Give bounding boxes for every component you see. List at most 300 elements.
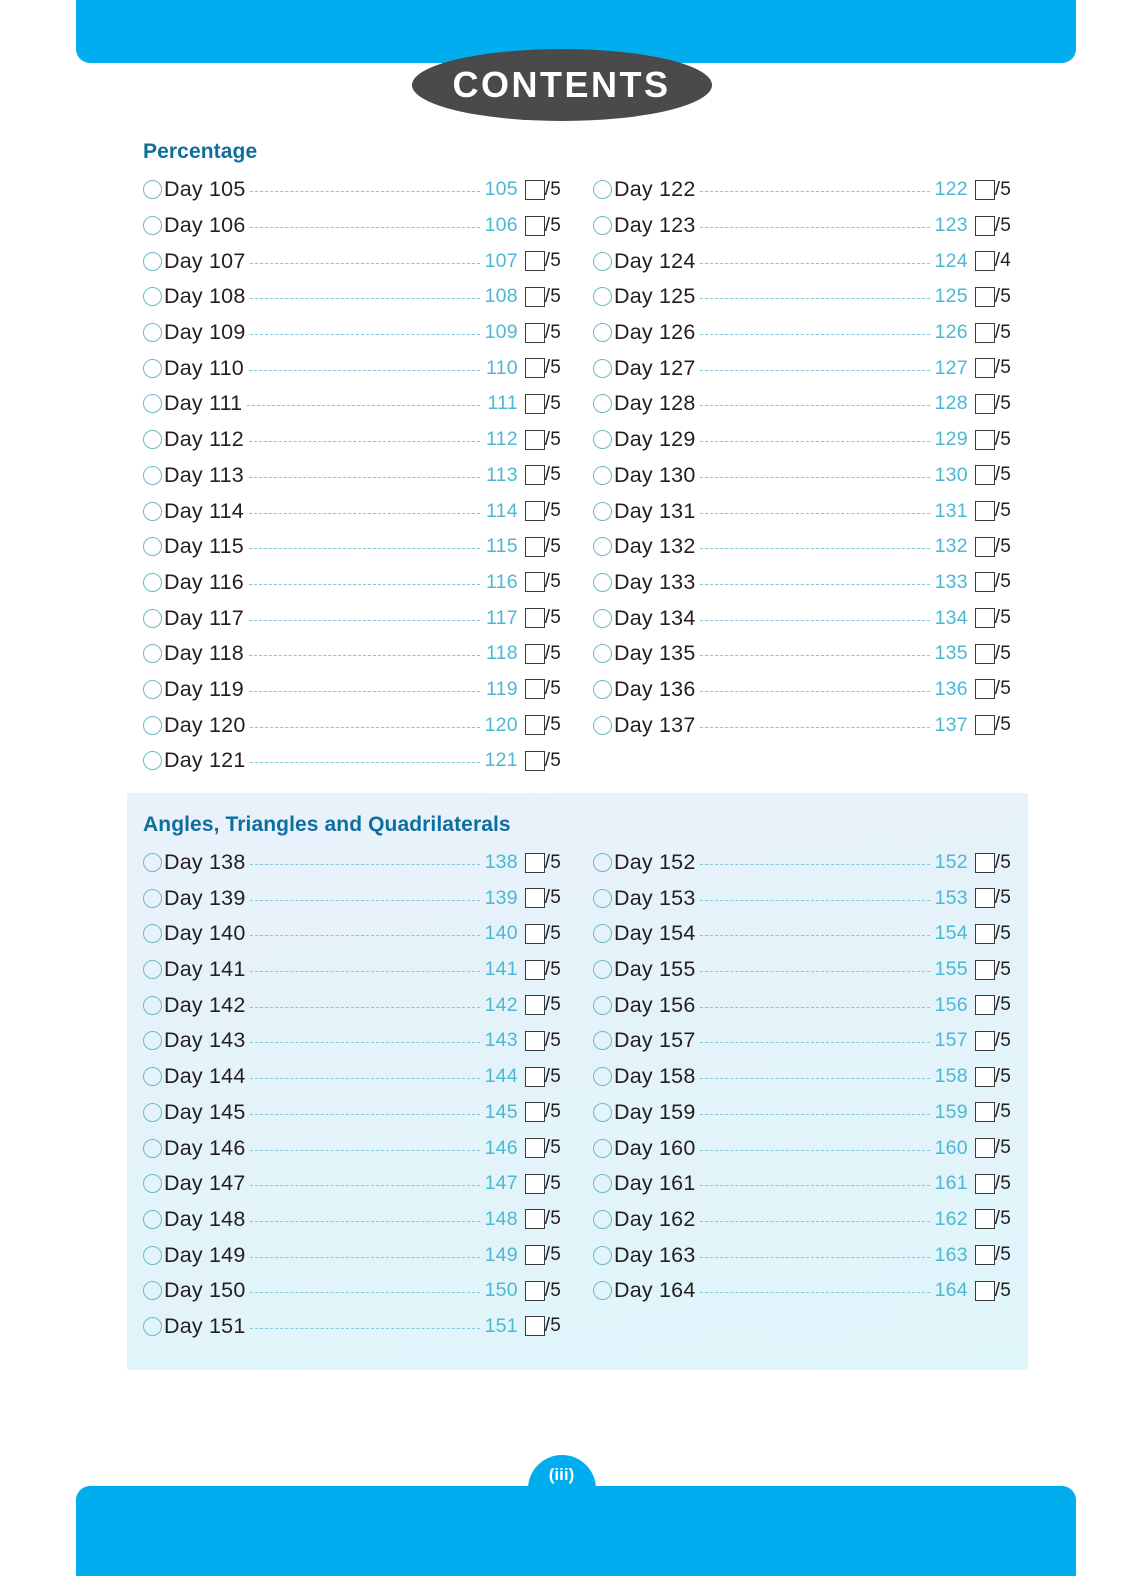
score-checkbox[interactable] — [975, 853, 995, 873]
score-field[interactable] — [525, 959, 561, 981]
score-total: /5 — [994, 887, 1011, 909]
completion-circle-checkbox[interactable] — [143, 680, 162, 699]
score-checkbox[interactable] — [525, 960, 545, 980]
score-checkbox[interactable] — [525, 430, 545, 450]
contents-entry-row[interactable] — [593, 916, 1011, 952]
score-checkbox[interactable] — [975, 715, 995, 735]
contents-entry-row[interactable] — [143, 279, 561, 315]
completion-circle-checkbox[interactable] — [593, 996, 612, 1015]
score-field[interactable] — [525, 286, 561, 308]
contents-entry-row[interactable] — [143, 600, 561, 636]
contents-entry-row[interactable] — [593, 279, 1011, 315]
score-field[interactable] — [525, 179, 561, 201]
score-checkbox[interactable] — [525, 751, 545, 771]
completion-circle-checkbox[interactable] — [143, 1103, 162, 1122]
score-field[interactable] — [525, 678, 561, 700]
score-field[interactable] — [975, 1030, 1011, 1052]
completion-circle-checkbox[interactable] — [143, 1281, 162, 1300]
score-checkbox[interactable] — [525, 1031, 545, 1051]
score-checkbox[interactable] — [525, 465, 545, 485]
score-checkbox[interactable] — [975, 608, 995, 628]
completion-circle-checkbox[interactable] — [593, 466, 612, 485]
score-field[interactable] — [525, 1066, 561, 1088]
score-checkbox[interactable] — [975, 1174, 995, 1194]
score-checkbox[interactable] — [525, 180, 545, 200]
dotted-leader — [700, 369, 929, 371]
contents-entry-row[interactable] — [143, 1202, 561, 1238]
dotted-leader — [700, 1041, 929, 1043]
score-field[interactable] — [975, 714, 1011, 736]
day-label: Day 141 — [164, 957, 246, 982]
page-number: 160 — [934, 1136, 968, 1159]
completion-circle-checkbox[interactable] — [143, 853, 162, 872]
completion-circle-checkbox[interactable] — [143, 1139, 162, 1158]
contents-entry-row[interactable] — [593, 493, 1011, 529]
completion-circle-checkbox[interactable] — [143, 1031, 162, 1050]
score-field[interactable] — [525, 1173, 561, 1195]
contents-entry-row[interactable] — [143, 458, 561, 494]
score-total: /5 — [544, 535, 561, 557]
score-field[interactable] — [975, 1244, 1011, 1266]
completion-circle-checkbox[interactable] — [143, 1210, 162, 1229]
completion-circle-checkbox[interactable] — [593, 323, 612, 342]
contents-entry-row[interactable] — [593, 386, 1011, 422]
score-field[interactable] — [975, 1173, 1011, 1195]
score-field[interactable] — [525, 393, 561, 415]
contents-entry-row[interactable] — [143, 1059, 561, 1095]
score-checkbox[interactable] — [525, 1174, 545, 1194]
completion-circle-checkbox[interactable] — [593, 394, 612, 413]
score-total: /5 — [994, 214, 1011, 236]
day-label: Day 147 — [164, 1171, 246, 1196]
score-field[interactable] — [525, 1208, 561, 1230]
score-checkbox[interactable] — [975, 216, 995, 236]
score-checkbox[interactable] — [975, 465, 995, 485]
dotted-leader — [250, 333, 479, 335]
contents-entry-row[interactable] — [143, 987, 561, 1023]
score-field[interactable] — [975, 1066, 1011, 1088]
score-field[interactable] — [975, 1280, 1011, 1302]
score-checkbox[interactable] — [525, 323, 545, 343]
page-number: 128 — [934, 392, 968, 415]
contents-entry-row[interactable] — [593, 243, 1011, 279]
score-field[interactable] — [525, 536, 561, 558]
dotted-leader — [250, 1256, 479, 1258]
score-total: /5 — [994, 535, 1011, 557]
day-label: Day 133 — [614, 569, 696, 594]
score-total: /5 — [544, 607, 561, 629]
score-checkbox[interactable] — [975, 1067, 995, 1087]
day-label: Day 122 — [614, 177, 696, 202]
score-checkbox[interactable] — [975, 501, 995, 521]
contents-column — [127, 845, 577, 1345]
day-label: Day 153 — [614, 885, 696, 910]
score-field[interactable] — [525, 215, 561, 237]
contents-entry-row[interactable] — [593, 1095, 1011, 1131]
contents-entry-row[interactable] — [593, 1166, 1011, 1202]
page-number: 127 — [934, 356, 968, 379]
score-field[interactable] — [975, 643, 1011, 665]
score-total: /5 — [994, 851, 1011, 873]
score-field[interactable] — [975, 429, 1011, 451]
page-number: 149 — [484, 1243, 518, 1266]
page-number: 162 — [934, 1207, 968, 1230]
score-field[interactable] — [975, 357, 1011, 379]
score-field[interactable] — [525, 1137, 561, 1159]
completion-circle-checkbox[interactable] — [593, 644, 612, 663]
score-checkbox[interactable] — [525, 1067, 545, 1087]
completion-circle-checkbox[interactable] — [593, 573, 612, 592]
dotted-leader — [700, 512, 929, 514]
score-total: /5 — [544, 994, 561, 1016]
completion-circle-checkbox[interactable] — [143, 644, 162, 663]
contents-entry-row[interactable] — [143, 743, 561, 779]
completion-circle-checkbox[interactable] — [143, 1246, 162, 1265]
score-total: /5 — [544, 922, 561, 944]
contents-entry-row[interactable] — [143, 636, 561, 672]
contents-entry-row[interactable] — [143, 1095, 561, 1131]
completion-circle-checkbox[interactable] — [143, 996, 162, 1015]
score-field[interactable] — [975, 464, 1011, 486]
contents-entry-row[interactable] — [143, 565, 561, 601]
completion-circle-checkbox[interactable] — [143, 359, 162, 378]
score-field[interactable] — [975, 678, 1011, 700]
page-number: 161 — [934, 1172, 968, 1195]
page-number: 157 — [934, 1029, 968, 1052]
score-checkbox[interactable] — [525, 995, 545, 1015]
score-checkbox[interactable] — [975, 995, 995, 1015]
score-checkbox[interactable] — [975, 679, 995, 699]
score-field[interactable] — [525, 250, 561, 272]
contents-entry-row[interactable] — [593, 422, 1011, 458]
score-field[interactable] — [525, 1315, 561, 1337]
score-checkbox[interactable] — [525, 287, 545, 307]
score-field[interactable] — [975, 887, 1011, 909]
score-checkbox[interactable] — [975, 287, 995, 307]
contents-entry-row[interactable] — [143, 422, 561, 458]
score-field[interactable] — [525, 464, 561, 486]
page-number: 142 — [484, 993, 518, 1016]
page-number: 146 — [484, 1136, 518, 1159]
completion-circle-checkbox[interactable] — [143, 180, 162, 199]
contents-entry-row[interactable] — [593, 880, 1011, 916]
score-checkbox[interactable] — [525, 251, 545, 271]
contents-entry-row[interactable] — [593, 315, 1011, 351]
contents-entry-row[interactable] — [143, 952, 561, 988]
score-field[interactable] — [975, 322, 1011, 344]
dotted-leader — [700, 1149, 929, 1151]
page-number: 105 — [484, 178, 518, 201]
score-checkbox[interactable] — [525, 608, 545, 628]
contents-entry-row[interactable] — [143, 350, 561, 386]
contents-entry-row[interactable] — [593, 845, 1011, 881]
contents-entry-row[interactable] — [593, 636, 1011, 672]
score-total: /5 — [544, 1172, 561, 1194]
score-checkbox[interactable] — [975, 924, 995, 944]
score-field[interactable] — [525, 607, 561, 629]
completion-circle-checkbox[interactable] — [593, 1031, 612, 1050]
dotted-leader — [250, 1220, 479, 1222]
completion-circle-checkbox[interactable] — [593, 287, 612, 306]
completion-circle-checkbox[interactable] — [143, 609, 162, 628]
contents-entry-row[interactable] — [143, 1237, 561, 1273]
day-label: Day 135 — [614, 641, 696, 666]
score-field[interactable] — [525, 1244, 561, 1266]
score-field[interactable] — [525, 923, 561, 945]
completion-circle-checkbox[interactable] — [593, 1246, 612, 1265]
day-label: Day 138 — [164, 850, 246, 875]
score-checkbox[interactable] — [525, 644, 545, 664]
score-field[interactable] — [525, 994, 561, 1016]
score-checkbox[interactable] — [975, 251, 995, 271]
completion-circle-checkbox[interactable] — [143, 537, 162, 556]
score-checkbox[interactable] — [525, 1102, 545, 1122]
score-checkbox[interactable] — [975, 1138, 995, 1158]
contents-entry-row[interactable] — [593, 1273, 1011, 1309]
dotted-leader — [247, 404, 479, 406]
completion-circle-checkbox[interactable] — [143, 960, 162, 979]
completion-circle-checkbox[interactable] — [143, 287, 162, 306]
page-number: 106 — [484, 214, 518, 237]
contents-entry-row[interactable] — [143, 916, 561, 952]
score-checkbox[interactable] — [525, 216, 545, 236]
day-label: Day 157 — [614, 1028, 696, 1053]
completion-circle-checkbox[interactable] — [593, 216, 612, 235]
completion-circle-checkbox[interactable] — [593, 960, 612, 979]
score-checkbox[interactable] — [525, 572, 545, 592]
contents-entry-row[interactable] — [143, 1273, 561, 1309]
score-field[interactable] — [975, 536, 1011, 558]
score-field[interactable] — [525, 1101, 561, 1123]
completion-circle-checkbox[interactable] — [593, 252, 612, 271]
completion-circle-checkbox[interactable] — [593, 180, 612, 199]
completion-circle-checkbox[interactable] — [143, 323, 162, 342]
day-label: Day 127 — [614, 355, 696, 380]
score-field[interactable] — [525, 1280, 561, 1302]
score-checkbox[interactable] — [525, 537, 545, 557]
contents-entry-row[interactable] — [593, 707, 1011, 743]
completion-circle-checkbox[interactable] — [143, 216, 162, 235]
score-checkbox[interactable] — [975, 180, 995, 200]
completion-circle-checkbox[interactable] — [593, 853, 612, 872]
score-checkbox[interactable] — [975, 644, 995, 664]
score-field[interactable] — [975, 852, 1011, 874]
completion-circle-checkbox[interactable] — [143, 502, 162, 521]
contents-entry-row[interactable] — [593, 1059, 1011, 1095]
page-number: 108 — [484, 285, 518, 308]
score-field[interactable] — [975, 1208, 1011, 1230]
completion-circle-checkbox[interactable] — [143, 573, 162, 592]
completion-circle-checkbox[interactable] — [593, 430, 612, 449]
contents-entry-row[interactable] — [143, 243, 561, 279]
score-checkbox[interactable] — [975, 394, 995, 414]
completion-circle-checkbox[interactable] — [593, 1103, 612, 1122]
score-checkbox[interactable] — [525, 924, 545, 944]
contents-entry-row[interactable] — [143, 172, 561, 208]
day-label: Day 164 — [614, 1278, 696, 1303]
contents-entry-row[interactable] — [143, 386, 561, 422]
completion-circle-checkbox[interactable] — [143, 430, 162, 449]
score-field[interactable] — [975, 923, 1011, 945]
score-field[interactable] — [525, 429, 561, 451]
contents-entry-row[interactable] — [593, 1023, 1011, 1059]
score-checkbox[interactable] — [975, 430, 995, 450]
score-field[interactable] — [975, 1137, 1011, 1159]
day-label: Day 150 — [164, 1278, 246, 1303]
contents-entry-row[interactable] — [143, 707, 561, 743]
score-checkbox[interactable] — [525, 715, 545, 735]
completion-circle-checkbox[interactable] — [593, 609, 612, 628]
completion-circle-checkbox[interactable] — [593, 716, 612, 735]
completion-circle-checkbox[interactable] — [143, 1067, 162, 1086]
score-total: /5 — [994, 571, 1011, 593]
score-total: /5 — [994, 321, 1011, 343]
score-field[interactable] — [975, 500, 1011, 522]
contents-entry-row[interactable] — [143, 672, 561, 708]
contents-entry-row[interactable] — [593, 529, 1011, 565]
score-checkbox[interactable] — [525, 1209, 545, 1229]
completion-circle-checkbox[interactable] — [593, 1281, 612, 1300]
contents-entry-row[interactable] — [143, 208, 561, 244]
score-total: /5 — [544, 321, 561, 343]
contents-entry-row[interactable] — [143, 1130, 561, 1166]
contents-entry-row[interactable] — [593, 987, 1011, 1023]
page-number: 121 — [484, 749, 518, 772]
contents-entry-row[interactable] — [593, 1130, 1011, 1166]
score-total: /5 — [994, 1029, 1011, 1051]
contents-entry-row[interactable] — [143, 493, 561, 529]
score-field[interactable] — [525, 750, 561, 772]
day-label: Day 159 — [614, 1099, 696, 1124]
completion-circle-checkbox[interactable] — [593, 1210, 612, 1229]
score-field[interactable] — [975, 571, 1011, 593]
score-field[interactable] — [975, 607, 1011, 629]
score-field[interactable] — [975, 286, 1011, 308]
page-number: 138 — [484, 851, 518, 874]
contents-entry-row[interactable] — [593, 672, 1011, 708]
contents-entry-row[interactable] — [593, 350, 1011, 386]
score-field[interactable] — [975, 215, 1011, 237]
completion-circle-checkbox[interactable] — [593, 1174, 612, 1193]
contents-entry-row[interactable] — [593, 1202, 1011, 1238]
contents-entry-row[interactable] — [143, 1166, 561, 1202]
completion-circle-checkbox[interactable] — [143, 889, 162, 908]
score-checkbox[interactable] — [975, 1102, 995, 1122]
score-checkbox[interactable] — [975, 1281, 995, 1301]
score-checkbox[interactable] — [525, 358, 545, 378]
completion-circle-checkbox[interactable] — [593, 502, 612, 521]
completion-circle-checkbox[interactable] — [593, 889, 612, 908]
score-checkbox[interactable] — [525, 679, 545, 699]
contents-entry-row[interactable] — [143, 880, 561, 916]
score-field[interactable] — [975, 250, 1011, 272]
score-field[interactable] — [975, 959, 1011, 981]
score-checkbox[interactable] — [525, 501, 545, 521]
contents-entry-row[interactable] — [143, 529, 561, 565]
contents-entry-row[interactable] — [593, 208, 1011, 244]
score-field[interactable] — [525, 1030, 561, 1052]
completion-circle-checkbox[interactable] — [143, 1174, 162, 1193]
day-label: Day 119 — [164, 676, 244, 701]
score-checkbox[interactable] — [975, 1031, 995, 1051]
score-checkbox[interactable] — [975, 1245, 995, 1265]
completion-circle-checkbox[interactable] — [593, 537, 612, 556]
score-checkbox[interactable] — [975, 572, 995, 592]
score-field[interactable] — [975, 994, 1011, 1016]
score-field[interactable] — [525, 852, 561, 874]
score-checkbox[interactable] — [525, 1316, 545, 1336]
score-checkbox[interactable] — [525, 394, 545, 414]
score-field[interactable] — [525, 571, 561, 593]
score-field[interactable] — [525, 887, 561, 909]
completion-circle-checkbox[interactable] — [143, 1317, 162, 1336]
score-checkbox[interactable] — [525, 1245, 545, 1265]
completion-circle-checkbox[interactable] — [593, 1067, 612, 1086]
score-checkbox[interactable] — [525, 853, 545, 873]
contents-entry-row[interactable] — [143, 1309, 561, 1345]
score-field[interactable] — [525, 643, 561, 665]
completion-circle-checkbox[interactable] — [593, 680, 612, 699]
section-heading: Percentage — [143, 140, 258, 163]
contents-entry-row[interactable] — [593, 458, 1011, 494]
completion-circle-checkbox[interactable] — [143, 716, 162, 735]
completion-circle-checkbox[interactable] — [143, 466, 162, 485]
completion-circle-checkbox[interactable] — [593, 1139, 612, 1158]
dotted-leader — [700, 1006, 929, 1008]
page-number: 135 — [934, 642, 968, 665]
contents-entry-row[interactable] — [593, 565, 1011, 601]
completion-circle-checkbox[interactable] — [143, 751, 162, 770]
score-field[interactable] — [975, 1101, 1011, 1123]
contents-entry-row[interactable] — [593, 600, 1011, 636]
contents-entry-row[interactable] — [143, 845, 561, 881]
score-field[interactable] — [525, 357, 561, 379]
completion-circle-checkbox[interactable] — [593, 359, 612, 378]
score-checkbox[interactable] — [525, 888, 545, 908]
score-field[interactable] — [975, 179, 1011, 201]
contents-entry-row[interactable] — [143, 315, 561, 351]
score-checkbox[interactable] — [525, 1138, 545, 1158]
dotted-leader — [700, 476, 929, 478]
dotted-leader — [250, 1149, 479, 1151]
day-label: Day 136 — [614, 676, 696, 701]
dotted-leader — [700, 1077, 929, 1079]
day-label: Day 152 — [614, 850, 696, 875]
score-checkbox[interactable] — [975, 960, 995, 980]
contents-entry-row[interactable] — [593, 1237, 1011, 1273]
contents-entry-row[interactable] — [593, 172, 1011, 208]
dotted-leader — [700, 190, 929, 192]
completion-circle-checkbox[interactable] — [143, 394, 162, 413]
score-field[interactable] — [525, 714, 561, 736]
day-label: Day 148 — [164, 1206, 246, 1231]
completion-circle-checkbox[interactable] — [143, 252, 162, 271]
score-checkbox[interactable] — [975, 323, 995, 343]
score-checkbox[interactable] — [975, 1209, 995, 1229]
score-field[interactable] — [525, 500, 561, 522]
score-field[interactable] — [975, 393, 1011, 415]
completion-circle-checkbox[interactable] — [593, 924, 612, 943]
completion-circle-checkbox[interactable] — [143, 924, 162, 943]
score-checkbox[interactable] — [525, 1281, 545, 1301]
score-field[interactable] — [525, 322, 561, 344]
score-checkbox[interactable] — [975, 537, 995, 557]
contents-entry-row[interactable] — [593, 952, 1011, 988]
contents-entry-row[interactable] — [143, 1023, 561, 1059]
score-checkbox[interactable] — [975, 888, 995, 908]
score-checkbox[interactable] — [975, 358, 995, 378]
page-number: 124 — [934, 249, 968, 272]
